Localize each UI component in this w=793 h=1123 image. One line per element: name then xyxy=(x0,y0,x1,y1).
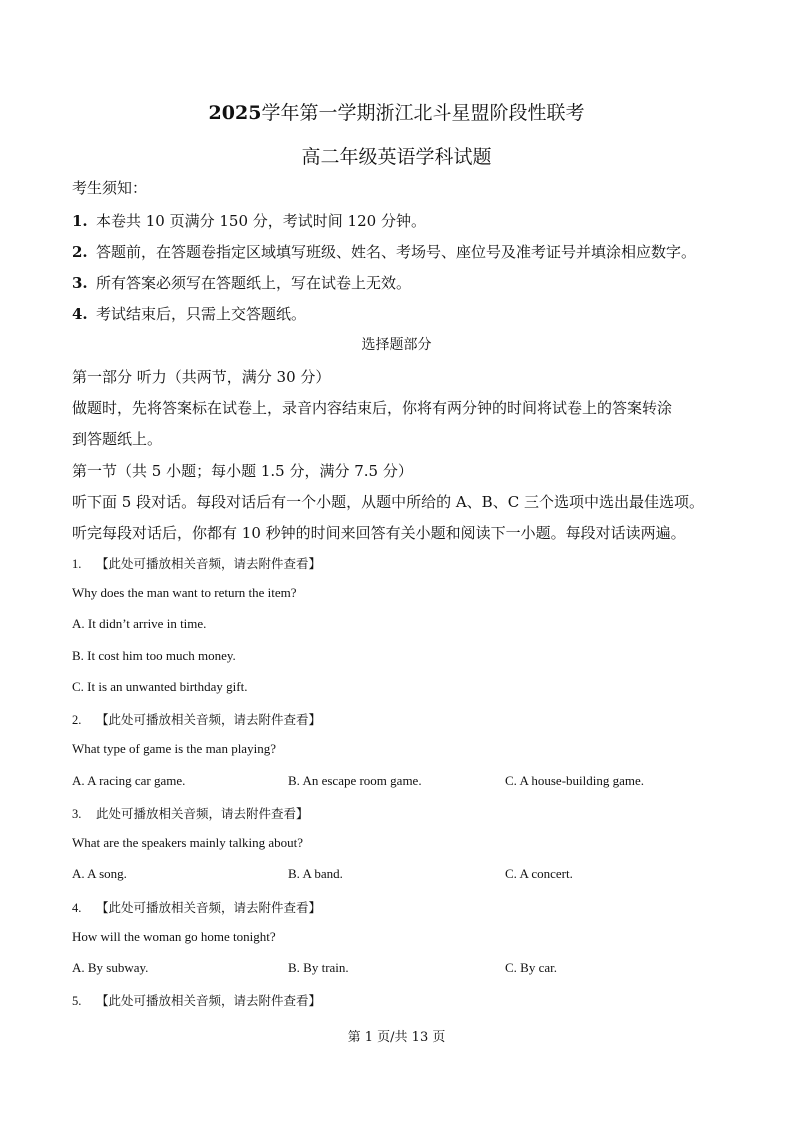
audio-note: 【此处可播放相关音频，请去附件查看】 xyxy=(96,900,322,915)
question-4-option-b: B. By train. xyxy=(288,960,349,975)
question-5-audio xyxy=(72,991,321,1009)
title-text: 学年第一学期浙江北斗星盟阶段性联考 xyxy=(261,102,585,124)
question-number: 5. xyxy=(72,994,82,1008)
notice-item-2 xyxy=(72,241,696,262)
question-1-option-b: B. It cost him too much money. xyxy=(72,648,236,663)
question-3-option-b: B. A band. xyxy=(288,866,343,881)
audio-note: 【此处可播放相关音频，请去附件查看】 xyxy=(96,556,322,571)
notice-item-number: 1. xyxy=(72,212,88,230)
section-one-heading: 第一节（共 5 小题；每小题 1.5 分，满分 7.5 分） xyxy=(72,462,413,480)
audio-note: 此处可播放相关音频，请去附件查看】 xyxy=(96,806,309,821)
question-3-stem: What are the speakers mainly talking about? xyxy=(72,835,304,850)
question-2-option-c: C. A house-building game. xyxy=(505,773,645,788)
notice-item-text: 考试结束后，只需上交答题纸。 xyxy=(96,305,307,323)
notice-item-number: 2. xyxy=(72,243,88,261)
question-4-stem: How will the woman go home tonight? xyxy=(72,929,276,944)
question-1-audio xyxy=(72,554,321,572)
exam-title xyxy=(0,98,793,125)
question-2-stem: What type of game is the man playing? xyxy=(72,741,276,756)
question-2-option-a: A. A racing car game. xyxy=(72,773,186,788)
audio-note: 【此处可播放相关音频，请去附件查看】 xyxy=(96,993,322,1008)
part-one-instructions-1: 做题时，先将答案标在试卷上，录音内容结束后，你将有两分钟的时间将试卷上的答案转涂 xyxy=(72,399,673,417)
question-2-audio xyxy=(72,710,321,728)
question-1-option-c: C. It is an unwanted birthday gift. xyxy=(72,679,248,694)
question-3-audio xyxy=(72,804,309,822)
exam-subtitle: 高二年级英语学科试题 xyxy=(301,146,492,168)
question-1-option-a: A. It didn’t arrive in time. xyxy=(72,616,207,631)
notice-item-text: 所有答案必须写在答题纸上，写在试卷上无效。 xyxy=(96,274,412,292)
title-year: 2025 xyxy=(208,102,262,124)
section-one-instructions-1: 听下面 5 段对话。每段对话后有一个小题，从题中所给的 A、B、C 三个选项中选出最佳选项。 xyxy=(72,493,704,511)
notice-item-4 xyxy=(72,303,306,324)
question-number: 4. xyxy=(72,901,82,915)
question-3-option-a: A. A song. xyxy=(72,866,127,881)
notice-item-1 xyxy=(72,210,426,231)
audio-note: 【此处可播放相关音频，请去附件查看】 xyxy=(96,712,322,727)
question-number: 2. xyxy=(72,713,82,727)
section-one-instructions-2: 听完每段对话后，你都有 10 秒钟的时间来回答有关小题和阅读下一小题。每段对话读两遍。 xyxy=(72,524,686,542)
question-4-audio xyxy=(72,898,321,916)
page-number: 第 1 页/共 13 页 xyxy=(347,1030,446,1045)
question-4-option-a: A. By subway. xyxy=(72,960,149,975)
question-2-option-b: B. An escape room game. xyxy=(288,773,422,788)
question-1-stem: Why does the man want to return the item? xyxy=(72,585,297,600)
question-4-option-c: C. By car. xyxy=(505,960,557,975)
notice-item-text: 答题前，在答题卷指定区域填写班级、姓名、考场号、座位号及准考证号并填涂相应数字。 xyxy=(96,243,697,261)
section-heading: 选择题部分 xyxy=(361,337,432,353)
notice-heading: 考生须知： xyxy=(72,179,148,197)
part-one-instructions-2: 到答题纸上。 xyxy=(72,430,163,448)
part-one-heading: 第一部分 听力（共两节，满分 30 分） xyxy=(72,368,331,386)
question-number: 1. xyxy=(72,557,82,571)
notice-item-number: 3. xyxy=(72,274,88,292)
notice-item-number: 4. xyxy=(72,305,88,323)
question-number: 3. xyxy=(72,807,82,821)
notice-item-3 xyxy=(72,272,411,293)
question-3-option-c: C. A concert. xyxy=(505,866,573,881)
notice-item-text: 本卷共 10 页满分 150 分，考试时间 120 分钟。 xyxy=(96,212,426,230)
